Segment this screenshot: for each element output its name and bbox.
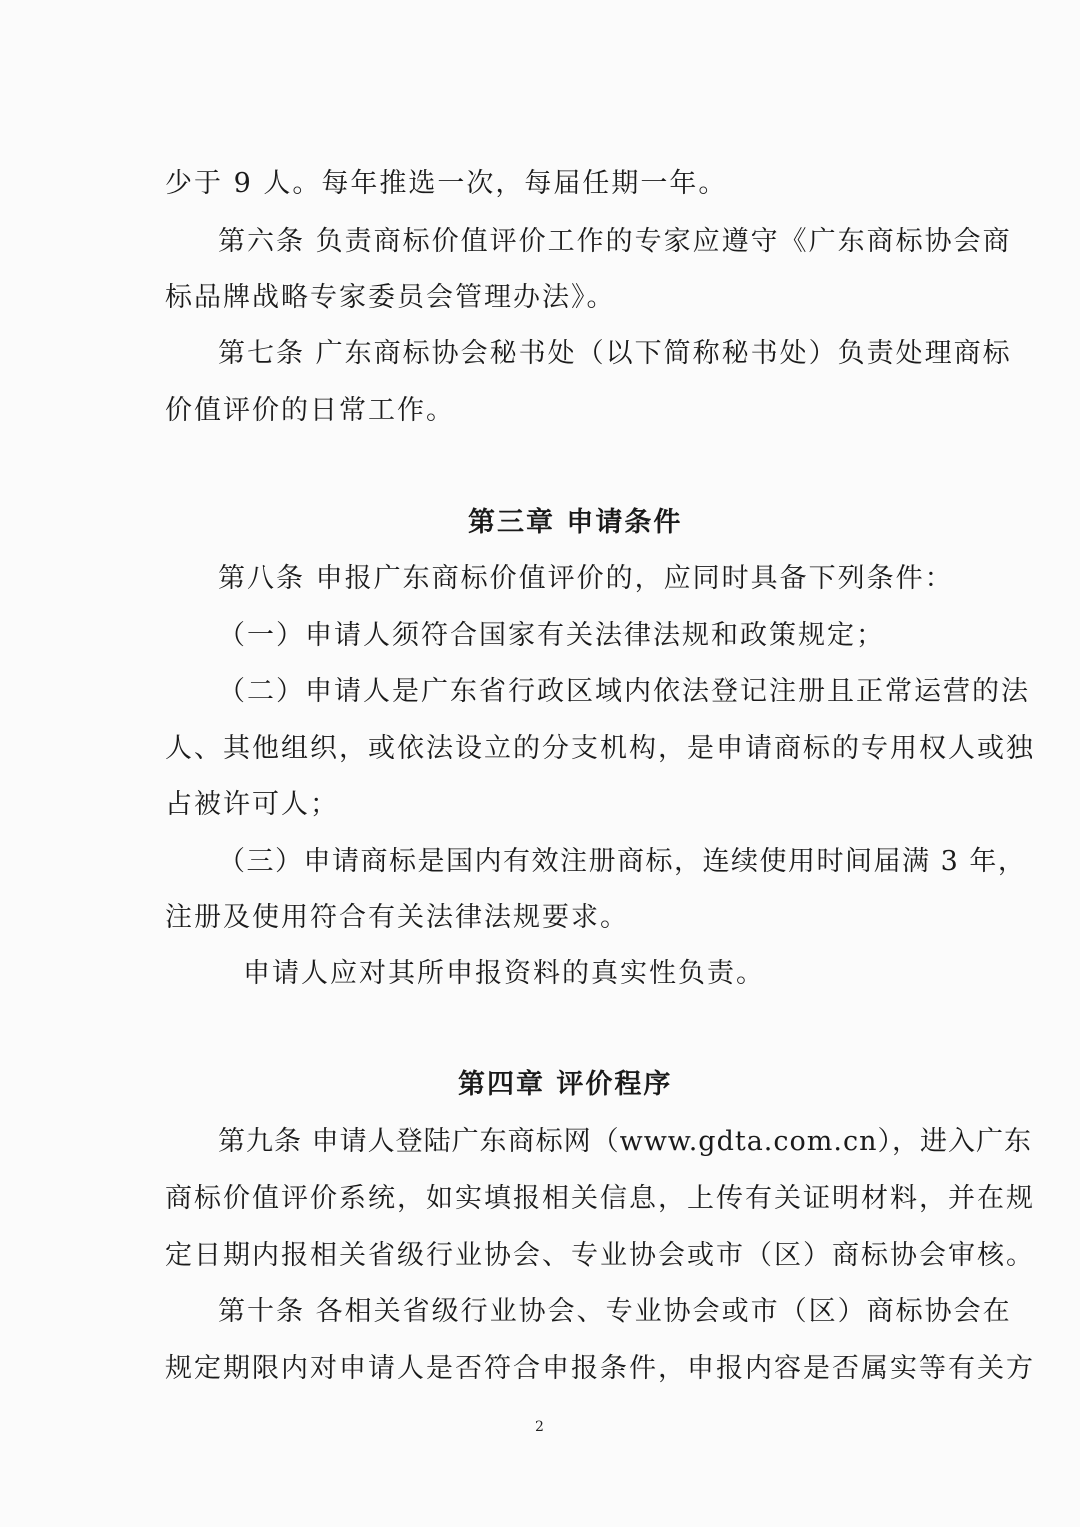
text-line: 第八条 申报广东商标价值评价的，应同时具备下列条件： [218,563,954,594]
chapter-heading: 第三章 申请条件 [468,507,683,538]
text-line: （二）申请人是广东省行政区域内依法登记注册且正常运营的法 [218,676,1030,707]
text-line: 第九条 申请人登陆广东商标网（www.gdta.com.cn），进入广东 [218,1126,1032,1157]
text-line: 定日期内报相关省级行业协会、专业协会或市（区）商标协会审核。 [165,1240,1035,1271]
text-line: 第十条 各相关省级行业协会、专业协会或市（区）商标协会在 [218,1296,1012,1327]
text-line: 少于 9 人。每年推选一次，每届任期一年。 [165,168,728,199]
text-line: 标品牌战略专家委员会管理办法》。 [165,282,616,313]
text-line: 申请人应对其所申报资料的真实性负责。 [243,958,765,989]
text-line: 第六条 负责商标价值评价工作的专家应遵守《广东商标协会商 [218,226,1012,257]
page-number: 2 [535,1419,544,1435]
text-line: 占被许可人； [165,789,339,820]
text-line: （一）申请人须符合国家有关法律法规和政策规定； [218,620,885,651]
chapter-heading: 第四章 评价程序 [458,1069,673,1100]
text-line: 价值评价的日常工作。 [165,395,455,426]
text-line: 第七条 广东商标协会秘书处（以下简称秘书处）负责处理商标 [218,338,1012,369]
text-line: （三）申请商标是国内有效注册商标，连续使用时间届满 3 年， [218,846,1027,877]
text-line: 人、其他组织，或依法设立的分支机构，是申请商标的专用权人或独 [165,733,1035,764]
text-line: 规定期限内对申请人是否符合申报条件，申报内容是否属实等有关方 [165,1353,1035,1384]
text-line: 注册及使用符合有关法律法规要求。 [165,902,629,933]
text-line: 商标价值评价系统，如实填报相关信息，上传有关证明材料，并在规 [165,1183,1035,1214]
